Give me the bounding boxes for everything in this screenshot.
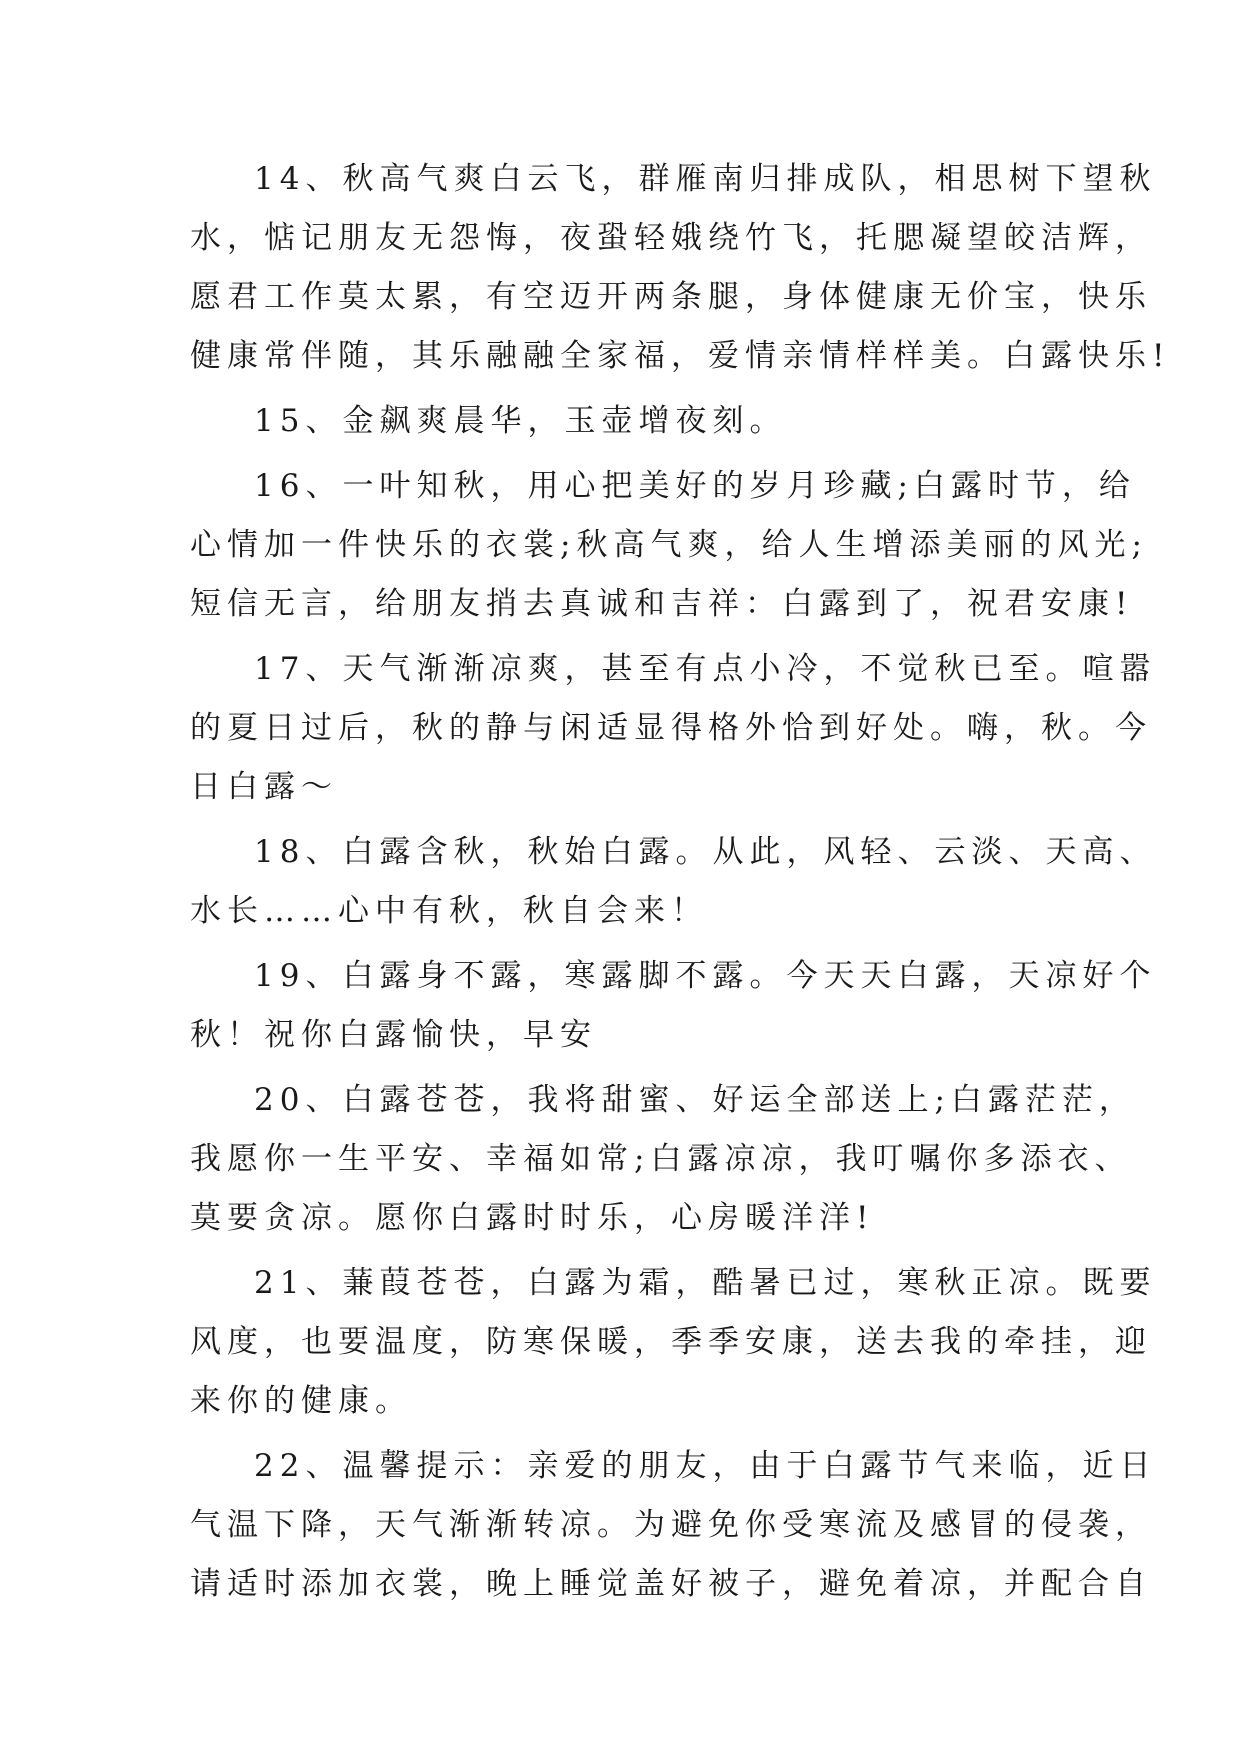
text-line: 我愿你一生平安、幸福如常;白露凉凉，我叮嘱你多添衣、 xyxy=(190,1141,1132,1177)
paragraph-21 xyxy=(190,1254,1157,1431)
text-line: 14、秋高气爽白云飞，群雁南归排成队，相思树下望秋 xyxy=(254,161,1157,197)
text-line: 日白露～ xyxy=(190,769,338,805)
text-line: 来你的健康。 xyxy=(190,1383,412,1419)
text-line: 风度，也要温度，防寒保暖，季季安康，送去我的牵挂，迎 xyxy=(190,1324,1152,1360)
paragraph-22 xyxy=(190,1437,1157,1614)
text-line: 水，惦记朋友无怨悔，夜蛩轻娥绕竹飞，托腮凝望皎洁辉， xyxy=(190,220,1152,256)
text-line: 请适时添加衣裳，晚上睡觉盖好被子，避免着凉，并配合自 xyxy=(190,1566,1152,1602)
paragraph-16 xyxy=(190,457,1148,634)
text-line: 18、白露含秋，秋始白露。从此，风轻、云淡、天高、 xyxy=(254,834,1157,870)
text-line: 愿君工作莫太累，有空迈开两条腿，身体健康无价宝，快乐 xyxy=(190,279,1152,315)
paragraph-17 xyxy=(190,640,1157,817)
text-line: 气温下降，天气渐渐转凉。为避免你受寒流及感冒的侵袭， xyxy=(190,1507,1152,1543)
text-line: 20、白露苍苍，我将甜蜜、好运全部送上;白露茫茫， xyxy=(254,1082,1136,1118)
text-line: 的夏日过后，秋的静与闲适显得格外恰到好处。嗨，秋。今 xyxy=(190,710,1152,746)
text-line: 19、白露身不露，寒露脚不露。今天天白露，天凉好个 xyxy=(254,958,1157,994)
text-line: 莫要贪凉。愿你白露时时乐，心房暖洋洋! xyxy=(190,1200,875,1236)
paragraph-14 xyxy=(190,150,1171,386)
paragraph-20 xyxy=(190,1071,1136,1248)
document-body xyxy=(190,150,1171,1620)
text-line: 水长……心中有秋，秋自会来！ xyxy=(190,893,708,929)
text-line: 15、金飙爽晨华，玉壶增夜刻。 xyxy=(254,403,787,439)
text-line: 短信无言，给朋友捎去真诚和吉祥：白露到了，祝君安康! xyxy=(190,586,1134,622)
text-line: 16、一叶知秋，用心把美好的岁月珍藏;白露时节，给 xyxy=(254,468,1136,504)
paragraph-18 xyxy=(190,823,1157,941)
text-line: 21、蒹葭苍苍，白露为霜，酷暑已过，寒秋正凉。既要 xyxy=(254,1265,1157,1301)
text-line: 健康常伴随，其乐融融全家福，爱情亲情样样美。白露快乐! xyxy=(190,338,1171,374)
text-line: 22、温馨提示：亲爱的朋友，由于白露节气来临，近日 xyxy=(254,1448,1157,1484)
text-line: 秋！祝你白露愉快，早安 xyxy=(190,1017,597,1053)
paragraph-15 xyxy=(190,392,1050,451)
paragraph-19 xyxy=(190,947,1157,1065)
text-line: 心情加一件快乐的衣裳;秋高气爽，给人生增添美丽的风光; xyxy=(190,527,1148,563)
text-line: 17、天气渐渐凉爽，甚至有点小冷，不觉秋已至。喧嚣 xyxy=(254,651,1157,687)
